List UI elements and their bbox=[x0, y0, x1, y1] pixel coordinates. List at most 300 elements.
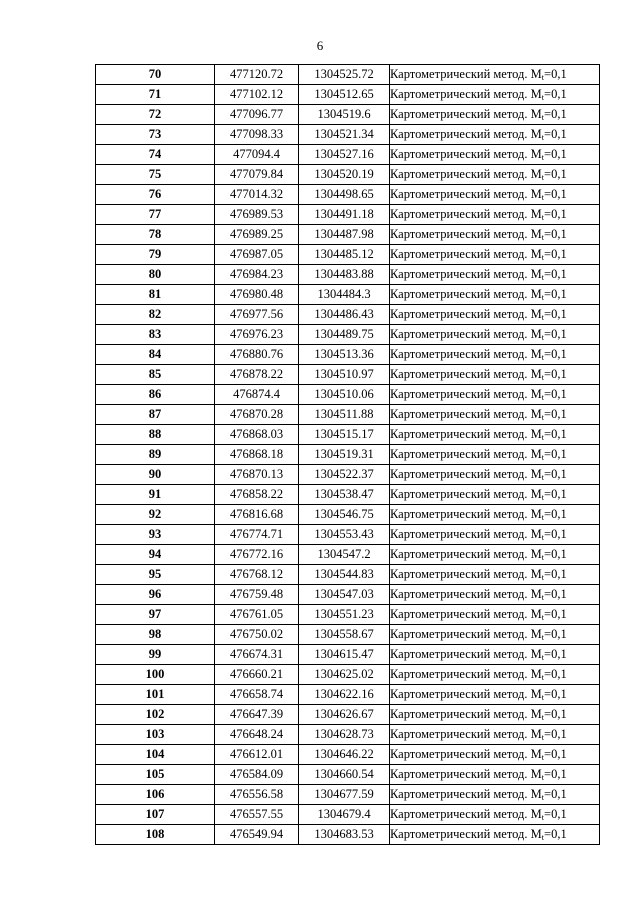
point-number-cell: 107 bbox=[96, 805, 215, 825]
y-coordinate-cell: 1304513.36 bbox=[299, 345, 390, 365]
method-prefix: Картометрический метод. M bbox=[390, 827, 542, 841]
point-number-cell: 99 bbox=[96, 645, 215, 665]
method-prefix: Картометрический метод. M bbox=[390, 467, 542, 481]
x-coordinate-cell: 477079.84 bbox=[215, 165, 299, 185]
y-coordinate-cell: 1304510.06 bbox=[299, 385, 390, 405]
x-coordinate-cell: 477120.72 bbox=[215, 65, 299, 85]
method-suffix: =0,1 bbox=[544, 247, 567, 261]
point-number-cell: 98 bbox=[96, 625, 215, 645]
method-prefix: Картометрический метод. M bbox=[390, 787, 542, 801]
point-number-cell: 71 bbox=[96, 85, 215, 105]
x-coordinate-cell: 476987.05 bbox=[215, 245, 299, 265]
y-coordinate-cell: 1304485.12 bbox=[299, 245, 390, 265]
table-row bbox=[96, 145, 600, 165]
x-coordinate-cell: 476648.24 bbox=[215, 725, 299, 745]
table-row bbox=[96, 745, 600, 765]
x-coordinate-cell: 476557.55 bbox=[215, 805, 299, 825]
method-suffix: =0,1 bbox=[544, 447, 567, 461]
method-cell bbox=[390, 485, 600, 505]
y-coordinate-cell: 1304625.02 bbox=[299, 665, 390, 685]
method-prefix: Картометрический метод. M bbox=[390, 407, 542, 421]
method-cell bbox=[390, 705, 600, 725]
point-number-cell: 93 bbox=[96, 525, 215, 545]
method-subscript: t bbox=[541, 753, 545, 762]
method-cell bbox=[390, 605, 600, 625]
method-cell bbox=[390, 645, 600, 665]
y-coordinate-cell: 1304522.37 bbox=[299, 465, 390, 485]
method-subscript: t bbox=[541, 173, 545, 182]
table-row bbox=[96, 345, 600, 365]
method-prefix: Картометрический метод. M bbox=[390, 347, 542, 361]
y-coordinate-cell: 1304679.4 bbox=[299, 805, 390, 825]
table-row bbox=[96, 705, 600, 725]
method-subscript: t bbox=[541, 633, 545, 642]
method-subscript: t bbox=[541, 293, 545, 302]
method-cell bbox=[390, 765, 600, 785]
x-coordinate-cell: 476976.23 bbox=[215, 325, 299, 345]
method-suffix: =0,1 bbox=[544, 167, 567, 181]
y-coordinate-cell: 1304547.2 bbox=[299, 545, 390, 565]
method-prefix: Картометрический метод. M bbox=[390, 587, 542, 601]
table-row bbox=[96, 505, 600, 525]
x-coordinate-cell: 477094.4 bbox=[215, 145, 299, 165]
method-cell bbox=[390, 565, 600, 585]
method-subscript: t bbox=[541, 673, 545, 682]
method-suffix: =0,1 bbox=[544, 667, 567, 681]
method-suffix: =0,1 bbox=[544, 827, 567, 841]
method-prefix: Картометрический метод. M bbox=[390, 547, 542, 561]
method-prefix: Картометрический метод. M bbox=[390, 387, 542, 401]
method-prefix: Картометрический метод. M bbox=[390, 87, 542, 101]
point-number-cell: 72 bbox=[96, 105, 215, 125]
y-coordinate-cell: 1304486.43 bbox=[299, 305, 390, 325]
method-suffix: =0,1 bbox=[544, 207, 567, 221]
method-prefix: Картометрический метод. M bbox=[390, 427, 542, 441]
table-row bbox=[96, 565, 600, 585]
method-subscript: t bbox=[541, 313, 545, 322]
table-row bbox=[96, 165, 600, 185]
table-row bbox=[96, 805, 600, 825]
method-prefix: Картометрический метод. M bbox=[390, 727, 542, 741]
y-coordinate-cell: 1304660.54 bbox=[299, 765, 390, 785]
y-coordinate-cell: 1304484.3 bbox=[299, 285, 390, 305]
method-suffix: =0,1 bbox=[544, 787, 567, 801]
method-suffix: =0,1 bbox=[544, 747, 567, 761]
point-number-cell: 89 bbox=[96, 445, 215, 465]
y-coordinate-cell: 1304553.43 bbox=[299, 525, 390, 545]
point-number-cell: 102 bbox=[96, 705, 215, 725]
y-coordinate-cell: 1304551.23 bbox=[299, 605, 390, 625]
method-subscript: t bbox=[541, 333, 545, 342]
method-subscript: t bbox=[541, 113, 545, 122]
method-subscript: t bbox=[541, 73, 545, 82]
method-suffix: =0,1 bbox=[544, 87, 567, 101]
method-cell bbox=[390, 285, 600, 305]
method-prefix: Картометрический метод. M bbox=[390, 267, 542, 281]
table-row bbox=[96, 325, 600, 345]
coordinates-table bbox=[95, 64, 600, 845]
table-row bbox=[96, 625, 600, 645]
y-coordinate-cell: 1304547.03 bbox=[299, 585, 390, 605]
method-cell bbox=[390, 805, 600, 825]
y-coordinate-cell: 1304521.34 bbox=[299, 125, 390, 145]
table-row bbox=[96, 685, 600, 705]
point-number-cell: 108 bbox=[96, 825, 215, 845]
table-row bbox=[96, 605, 600, 625]
method-suffix: =0,1 bbox=[544, 627, 567, 641]
point-number-cell: 87 bbox=[96, 405, 215, 425]
method-suffix: =0,1 bbox=[544, 127, 567, 141]
method-suffix: =0,1 bbox=[544, 647, 567, 661]
method-subscript: t bbox=[541, 393, 545, 402]
method-subscript: t bbox=[541, 373, 545, 382]
x-coordinate-cell: 476658.74 bbox=[215, 685, 299, 705]
table-row bbox=[96, 465, 600, 485]
method-subscript: t bbox=[541, 553, 545, 562]
method-subscript: t bbox=[541, 213, 545, 222]
table-row bbox=[96, 205, 600, 225]
y-coordinate-cell: 1304646.22 bbox=[299, 745, 390, 765]
point-number-cell: 95 bbox=[96, 565, 215, 585]
method-subscript: t bbox=[541, 133, 545, 142]
method-cell bbox=[390, 145, 600, 165]
method-suffix: =0,1 bbox=[544, 307, 567, 321]
table-row bbox=[96, 185, 600, 205]
method-cell bbox=[390, 325, 600, 345]
point-number-cell: 85 bbox=[96, 365, 215, 385]
method-prefix: Картометрический метод. M bbox=[390, 807, 542, 821]
method-cell bbox=[390, 205, 600, 225]
method-suffix: =0,1 bbox=[544, 227, 567, 241]
table-row bbox=[96, 225, 600, 245]
method-suffix: =0,1 bbox=[544, 767, 567, 781]
method-prefix: Картометрический метод. M bbox=[390, 247, 542, 261]
table-row bbox=[96, 305, 600, 325]
point-number-cell: 73 bbox=[96, 125, 215, 145]
y-coordinate-cell: 1304519.31 bbox=[299, 445, 390, 465]
method-subscript: t bbox=[541, 153, 545, 162]
method-subscript: t bbox=[541, 613, 545, 622]
table-row bbox=[96, 385, 600, 405]
point-number-cell: 101 bbox=[96, 685, 215, 705]
method-subscript: t bbox=[541, 713, 545, 722]
point-number-cell: 106 bbox=[96, 785, 215, 805]
table-row bbox=[96, 545, 600, 565]
method-suffix: =0,1 bbox=[544, 427, 567, 441]
method-prefix: Картометрический метод. M bbox=[390, 647, 542, 661]
method-subscript: t bbox=[541, 493, 545, 502]
method-prefix: Картометрический метод. M bbox=[390, 627, 542, 641]
x-coordinate-cell: 476556.58 bbox=[215, 785, 299, 805]
method-subscript: t bbox=[541, 513, 545, 522]
method-cell bbox=[390, 825, 600, 845]
point-number-cell: 77 bbox=[96, 205, 215, 225]
y-coordinate-cell: 1304622.16 bbox=[299, 685, 390, 705]
method-suffix: =0,1 bbox=[544, 527, 567, 541]
point-number-cell: 103 bbox=[96, 725, 215, 745]
y-coordinate-cell: 1304558.67 bbox=[299, 625, 390, 645]
method-prefix: Картометрический метод. M bbox=[390, 667, 542, 681]
table-row bbox=[96, 85, 600, 105]
y-coordinate-cell: 1304515.17 bbox=[299, 425, 390, 445]
x-coordinate-cell: 477096.77 bbox=[215, 105, 299, 125]
x-coordinate-cell: 476761.05 bbox=[215, 605, 299, 625]
x-coordinate-cell: 476674.31 bbox=[215, 645, 299, 665]
table-row bbox=[96, 405, 600, 425]
method-suffix: =0,1 bbox=[544, 407, 567, 421]
method-cell bbox=[390, 625, 600, 645]
method-cell bbox=[390, 245, 600, 265]
method-cell bbox=[390, 545, 600, 565]
method-prefix: Картометрический метод. M bbox=[390, 447, 542, 461]
x-coordinate-cell: 476612.01 bbox=[215, 745, 299, 765]
method-prefix: Картометрический метод. M bbox=[390, 167, 542, 181]
method-prefix: Картометрический метод. M bbox=[390, 67, 542, 81]
method-suffix: =0,1 bbox=[544, 67, 567, 81]
point-number-cell: 105 bbox=[96, 765, 215, 785]
method-cell bbox=[390, 65, 600, 85]
x-coordinate-cell: 477014.32 bbox=[215, 185, 299, 205]
method-subscript: t bbox=[541, 773, 545, 782]
method-subscript: t bbox=[541, 573, 545, 582]
method-cell bbox=[390, 405, 600, 425]
method-cell bbox=[390, 525, 600, 545]
method-suffix: =0,1 bbox=[544, 187, 567, 201]
table-row bbox=[96, 285, 600, 305]
method-subscript: t bbox=[541, 353, 545, 362]
method-prefix: Картометрический метод. M bbox=[390, 187, 542, 201]
point-number-cell: 104 bbox=[96, 745, 215, 765]
x-coordinate-cell: 477102.12 bbox=[215, 85, 299, 105]
y-coordinate-cell: 1304628.73 bbox=[299, 725, 390, 745]
table-row bbox=[96, 425, 600, 445]
method-suffix: =0,1 bbox=[544, 507, 567, 521]
method-subscript: t bbox=[541, 733, 545, 742]
point-number-cell: 97 bbox=[96, 605, 215, 625]
method-prefix: Картометрический метод. M bbox=[390, 327, 542, 341]
x-coordinate-cell: 476858.22 bbox=[215, 485, 299, 505]
table-row bbox=[96, 105, 600, 125]
y-coordinate-cell: 1304519.6 bbox=[299, 105, 390, 125]
x-coordinate-cell: 476977.56 bbox=[215, 305, 299, 325]
method-subscript: t bbox=[541, 793, 545, 802]
x-coordinate-cell: 476874.4 bbox=[215, 385, 299, 405]
method-cell bbox=[390, 365, 600, 385]
method-subscript: t bbox=[541, 453, 545, 462]
y-coordinate-cell: 1304511.88 bbox=[299, 405, 390, 425]
x-coordinate-cell: 476750.02 bbox=[215, 625, 299, 645]
x-coordinate-cell: 476880.76 bbox=[215, 345, 299, 365]
method-suffix: =0,1 bbox=[544, 547, 567, 561]
page-number: 6 bbox=[316, 38, 324, 53]
point-number-cell: 70 bbox=[96, 65, 215, 85]
x-coordinate-cell: 476984.23 bbox=[215, 265, 299, 285]
method-subscript: t bbox=[541, 233, 545, 242]
y-coordinate-cell: 1304489.75 bbox=[299, 325, 390, 345]
y-coordinate-cell: 1304487.98 bbox=[299, 225, 390, 245]
y-coordinate-cell: 1304498.65 bbox=[299, 185, 390, 205]
method-subscript: t bbox=[541, 473, 545, 482]
point-number-cell: 79 bbox=[96, 245, 215, 265]
point-number-cell: 90 bbox=[96, 465, 215, 485]
method-prefix: Картометрический метод. M bbox=[390, 767, 542, 781]
method-cell bbox=[390, 465, 600, 485]
method-subscript: t bbox=[541, 693, 545, 702]
x-coordinate-cell: 476870.28 bbox=[215, 405, 299, 425]
method-suffix: =0,1 bbox=[544, 107, 567, 121]
table-row bbox=[96, 125, 600, 145]
y-coordinate-cell: 1304483.88 bbox=[299, 265, 390, 285]
point-number-cell: 91 bbox=[96, 485, 215, 505]
method-subscript: t bbox=[541, 413, 545, 422]
method-cell bbox=[390, 225, 600, 245]
method-suffix: =0,1 bbox=[544, 707, 567, 721]
x-coordinate-cell: 476878.22 bbox=[215, 365, 299, 385]
point-number-cell: 96 bbox=[96, 585, 215, 605]
method-cell bbox=[390, 165, 600, 185]
method-subscript: t bbox=[541, 533, 545, 542]
y-coordinate-cell: 1304546.75 bbox=[299, 505, 390, 525]
method-subscript: t bbox=[541, 653, 545, 662]
method-prefix: Картометрический метод. M bbox=[390, 527, 542, 541]
x-coordinate-cell: 476647.39 bbox=[215, 705, 299, 725]
method-prefix: Картометрический метод. M bbox=[390, 287, 542, 301]
method-suffix: =0,1 bbox=[544, 467, 567, 481]
method-prefix: Картометрический метод. M bbox=[390, 687, 542, 701]
method-prefix: Картометрический метод. M bbox=[390, 307, 542, 321]
method-cell bbox=[390, 745, 600, 765]
method-prefix: Картометрический метод. M bbox=[390, 607, 542, 621]
x-coordinate-cell: 476980.48 bbox=[215, 285, 299, 305]
method-suffix: =0,1 bbox=[544, 487, 567, 501]
point-number-cell: 78 bbox=[96, 225, 215, 245]
y-coordinate-cell: 1304683.53 bbox=[299, 825, 390, 845]
method-cell bbox=[390, 685, 600, 705]
method-prefix: Картометрический метод. M bbox=[390, 707, 542, 721]
method-prefix: Картометрический метод. M bbox=[390, 127, 542, 141]
table-row bbox=[96, 485, 600, 505]
method-suffix: =0,1 bbox=[544, 607, 567, 621]
y-coordinate-cell: 1304525.72 bbox=[299, 65, 390, 85]
point-number-cell: 80 bbox=[96, 265, 215, 285]
x-coordinate-cell: 476868.03 bbox=[215, 425, 299, 445]
table-row bbox=[96, 825, 600, 845]
method-cell bbox=[390, 125, 600, 145]
method-prefix: Картометрический метод. M bbox=[390, 227, 542, 241]
method-cell bbox=[390, 85, 600, 105]
method-subscript: t bbox=[541, 593, 545, 602]
point-number-cell: 81 bbox=[96, 285, 215, 305]
coordinates-table-body bbox=[96, 65, 600, 845]
point-number-cell: 76 bbox=[96, 185, 215, 205]
point-number-cell: 86 bbox=[96, 385, 215, 405]
method-prefix: Картометрический метод. M bbox=[390, 567, 542, 581]
method-cell bbox=[390, 425, 600, 445]
method-cell bbox=[390, 105, 600, 125]
y-coordinate-cell: 1304527.16 bbox=[299, 145, 390, 165]
table-row bbox=[96, 65, 600, 85]
method-cell bbox=[390, 505, 600, 525]
table-row bbox=[96, 525, 600, 545]
x-coordinate-cell: 476772.16 bbox=[215, 545, 299, 565]
x-coordinate-cell: 477098.33 bbox=[215, 125, 299, 145]
method-cell bbox=[390, 385, 600, 405]
method-cell bbox=[390, 665, 600, 685]
x-coordinate-cell: 476549.94 bbox=[215, 825, 299, 845]
method-prefix: Картометрический метод. M bbox=[390, 747, 542, 761]
method-cell bbox=[390, 345, 600, 365]
method-cell bbox=[390, 585, 600, 605]
table-row bbox=[96, 645, 600, 665]
x-coordinate-cell: 476768.12 bbox=[215, 565, 299, 585]
point-number-cell: 82 bbox=[96, 305, 215, 325]
table-row bbox=[96, 765, 600, 785]
method-subscript: t bbox=[541, 813, 545, 822]
method-cell bbox=[390, 725, 600, 745]
point-number-cell: 83 bbox=[96, 325, 215, 345]
table-row bbox=[96, 785, 600, 805]
table-row bbox=[96, 445, 600, 465]
method-prefix: Картометрический метод. M bbox=[390, 507, 542, 521]
method-subscript: t bbox=[541, 253, 545, 262]
method-suffix: =0,1 bbox=[544, 267, 567, 281]
table-row bbox=[96, 245, 600, 265]
point-number-cell: 100 bbox=[96, 665, 215, 685]
table-row bbox=[96, 265, 600, 285]
y-coordinate-cell: 1304626.67 bbox=[299, 705, 390, 725]
x-coordinate-cell: 476989.53 bbox=[215, 205, 299, 225]
y-coordinate-cell: 1304512.65 bbox=[299, 85, 390, 105]
point-number-cell: 88 bbox=[96, 425, 215, 445]
x-coordinate-cell: 476989.25 bbox=[215, 225, 299, 245]
method-suffix: =0,1 bbox=[544, 347, 567, 361]
method-cell bbox=[390, 185, 600, 205]
y-coordinate-cell: 1304615.47 bbox=[299, 645, 390, 665]
point-number-cell: 84 bbox=[96, 345, 215, 365]
method-suffix: =0,1 bbox=[544, 567, 567, 581]
point-number-cell: 75 bbox=[96, 165, 215, 185]
method-suffix: =0,1 bbox=[544, 687, 567, 701]
x-coordinate-cell: 476868.18 bbox=[215, 445, 299, 465]
y-coordinate-cell: 1304544.83 bbox=[299, 565, 390, 585]
point-number-cell: 92 bbox=[96, 505, 215, 525]
method-suffix: =0,1 bbox=[544, 387, 567, 401]
method-suffix: =0,1 bbox=[544, 367, 567, 381]
method-cell bbox=[390, 305, 600, 325]
method-subscript: t bbox=[541, 273, 545, 282]
method-cell bbox=[390, 785, 600, 805]
method-subscript: t bbox=[541, 833, 545, 842]
y-coordinate-cell: 1304677.59 bbox=[299, 785, 390, 805]
method-cell bbox=[390, 445, 600, 465]
method-prefix: Картометрический метод. M bbox=[390, 207, 542, 221]
method-suffix: =0,1 bbox=[544, 587, 567, 601]
method-suffix: =0,1 bbox=[544, 287, 567, 301]
y-coordinate-cell: 1304538.47 bbox=[299, 485, 390, 505]
method-suffix: =0,1 bbox=[544, 727, 567, 741]
x-coordinate-cell: 476584.09 bbox=[215, 765, 299, 785]
table-row bbox=[96, 725, 600, 745]
table-row bbox=[96, 585, 600, 605]
method-suffix: =0,1 bbox=[544, 327, 567, 341]
x-coordinate-cell: 476870.13 bbox=[215, 465, 299, 485]
method-suffix: =0,1 bbox=[544, 147, 567, 161]
method-prefix: Картометрический метод. M bbox=[390, 147, 542, 161]
y-coordinate-cell: 1304510.97 bbox=[299, 365, 390, 385]
method-prefix: Картометрический метод. M bbox=[390, 487, 542, 501]
table-row bbox=[96, 665, 600, 685]
method-subscript: t bbox=[541, 193, 545, 202]
